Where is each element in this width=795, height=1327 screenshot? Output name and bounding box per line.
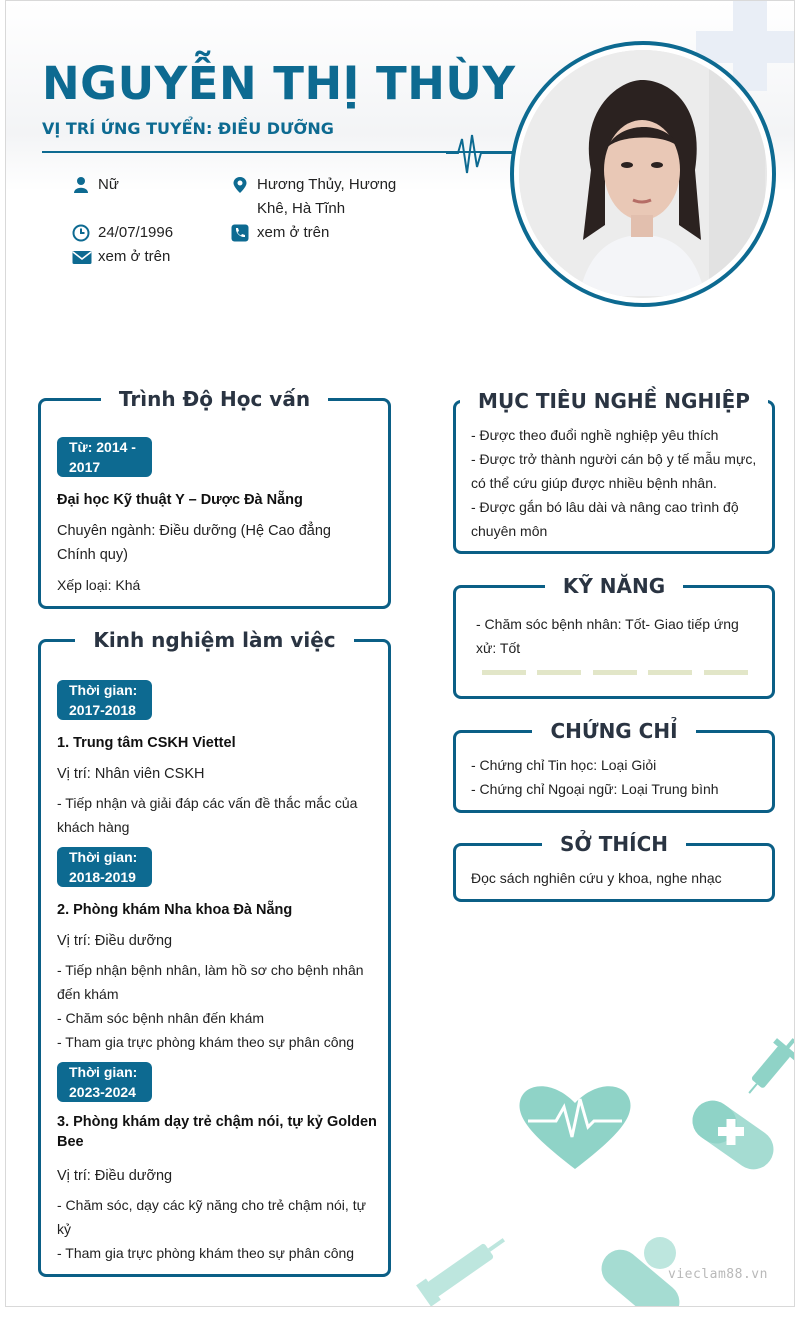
- header-divider: [42, 151, 512, 153]
- phone-row: [231, 221, 381, 245]
- education-period-badge: [57, 437, 152, 477]
- job-3-line-1: - Chăm sóc, dạy các kỹ năng cho trẻ chậm nói, tự: [57, 1197, 366, 1213]
- clock-icon: [72, 224, 90, 242]
- skills-line-1: - Chăm sóc bệnh nhân: Tốt- Giao tiếp ứng: [476, 616, 739, 632]
- certificates-title: CHỨNG CHỈ: [532, 719, 695, 743]
- objective-line-4: - Được gắn bó lâu dài và nâng cao trình độ: [471, 499, 739, 515]
- syringe-icon: [743, 1031, 795, 1103]
- objective-line-1: - Được theo đuổi nghề nghiệp yêu thích: [471, 427, 719, 443]
- education-period-line-1: Từ: 2014 -: [69, 439, 136, 455]
- objective-title: MỤC TIÊU NGHỀ NGHIỆP: [460, 389, 768, 413]
- hobbies-text: Đọc sách nghiên cứu y khoa, nghe nhạc: [471, 870, 722, 886]
- job-2-line-3: - Chăm sóc bệnh nhân đến khám: [57, 1010, 265, 1026]
- objective-line-2: - Được trở thành người cán bộ y tế mẫu mực,: [471, 451, 757, 467]
- objective-line-3: có thể cứu giúp được nhiều bệnh nhân.: [471, 475, 717, 491]
- phone-icon: [231, 224, 249, 242]
- user-icon: [72, 176, 90, 194]
- education-section: [38, 387, 391, 609]
- job-1-role: Vị trí: Nhân viên CSKH: [57, 766, 205, 782]
- hobbies-section: [453, 832, 775, 902]
- gender-row: [72, 173, 212, 197]
- medical-cross-bar: [696, 31, 795, 63]
- candidate-name: NGUYỄN THỊ THÙY: [42, 57, 516, 110]
- job-2-line-1: - Tiếp nhận bệnh nhân, làm hồ sơ cho bệnh nhân: [57, 962, 364, 978]
- education-rank: Xếp loại: Khá: [57, 577, 141, 593]
- skills-line-2: xử: Tốt: [476, 640, 521, 656]
- envelope-icon: [72, 248, 92, 266]
- applied-position: VỊ TRÍ ỨNG TUYỂN: ĐIỀU DƯỠNG: [42, 119, 334, 138]
- job-1-period-line-1: Thời gian:: [69, 682, 138, 698]
- syringe-icon: [406, 1231, 516, 1307]
- gender-value: Nữ: [98, 176, 119, 193]
- job-2-role: Vị trí: Điều dưỡng: [57, 933, 173, 949]
- job-1-period-line-2: 2017-2018: [69, 702, 136, 718]
- phone-value: xem ở trên: [257, 224, 330, 241]
- address-line-1: Hương Thủy, Hương: [257, 176, 397, 193]
- watermark: vieclam88.vn: [668, 1267, 768, 1282]
- job-1-company: 1. Trung tâm CSKH Viettel: [57, 735, 236, 751]
- job-1-period-badge: [57, 680, 152, 720]
- education-school: Đại học Kỹ thuật Y – Dược Đà Nẵng: [57, 492, 303, 508]
- job-3-company-line-2: Bee: [57, 1134, 84, 1150]
- job-2-line-4: - Tham gia trực phòng khám theo sự phân công: [57, 1034, 355, 1050]
- job-2-period-line-2: 2018-2019: [69, 869, 136, 885]
- address-row: [231, 173, 431, 221]
- dob-value: 24/07/1996: [98, 224, 174, 241]
- experience-section: [38, 628, 391, 1277]
- education-major-line-1: Chuyên ngành: Điều dưỡng (Hệ Cao đẳng: [57, 523, 331, 539]
- job-1-line-1: - Tiếp nhận và giải đáp các vấn đề thắc mắc của: [57, 795, 358, 811]
- job-3-role: Vị trí: Điều dưỡng: [57, 1168, 173, 1184]
- cv-page: [5, 0, 795, 1307]
- education-title: Trình Độ Học vấn: [101, 387, 328, 411]
- dob-row: [72, 221, 222, 245]
- objective-section: [453, 389, 775, 554]
- job-3-period-badge: [57, 1062, 152, 1102]
- skill-bar-segment: [648, 670, 692, 675]
- skill-bar-segment: [704, 670, 748, 675]
- skills-title: KỸ NĂNG: [545, 574, 683, 598]
- job-3-line-2: kỷ: [57, 1221, 71, 1237]
- portrait-photo: [519, 50, 767, 298]
- job-1-line-2: khách hàng: [57, 819, 130, 835]
- job-3-company-line-1: 3. Phòng khám dạy trẻ chậm nói, tự kỷ Golden: [57, 1114, 377, 1130]
- objective-line-5: chuyên môn: [471, 523, 548, 539]
- address-line-2: Khê, Hà Tĩnh: [257, 200, 346, 217]
- job-2-period-badge: [57, 847, 152, 887]
- certificate-line-2: - Chứng chỉ Ngoại ngữ: Loại Trung bình: [471, 781, 719, 797]
- job-2-company: 2. Phòng khám Nha khoa Đà Nẵng: [57, 902, 293, 918]
- skill-bar-segment: [593, 670, 637, 675]
- job-2-line-2: đến khám: [57, 986, 119, 1002]
- education-major-line-2: Chính quy): [57, 547, 128, 563]
- skills-section: [453, 574, 775, 699]
- experience-title: Kinh nghiệm làm việc: [75, 628, 353, 652]
- certificates-section: [453, 719, 775, 813]
- job-2-period-line-1: Thời gian:: [69, 849, 138, 865]
- job-3-period-line-2: 2023-2024: [69, 1084, 136, 1100]
- email-value: xem ở trên: [98, 248, 171, 265]
- certificate-line-1: - Chứng chỉ Tin học: Loại Giỏi: [471, 757, 657, 773]
- education-period-line-2: 2017: [69, 459, 101, 475]
- heart-ecg-icon: [516, 1079, 634, 1171]
- skill-bar-segment: [482, 670, 526, 675]
- map-pin-icon: [231, 176, 249, 194]
- hobbies-title: SỞ THÍCH: [542, 832, 686, 856]
- avatar: [510, 41, 776, 307]
- skill-bar-segment: [537, 670, 581, 675]
- job-3-period-line-1: Thời gian:: [69, 1064, 138, 1080]
- email-row: [72, 245, 222, 269]
- job-3-line-3: - Tham gia trực phòng khám theo sự phân công: [57, 1245, 355, 1261]
